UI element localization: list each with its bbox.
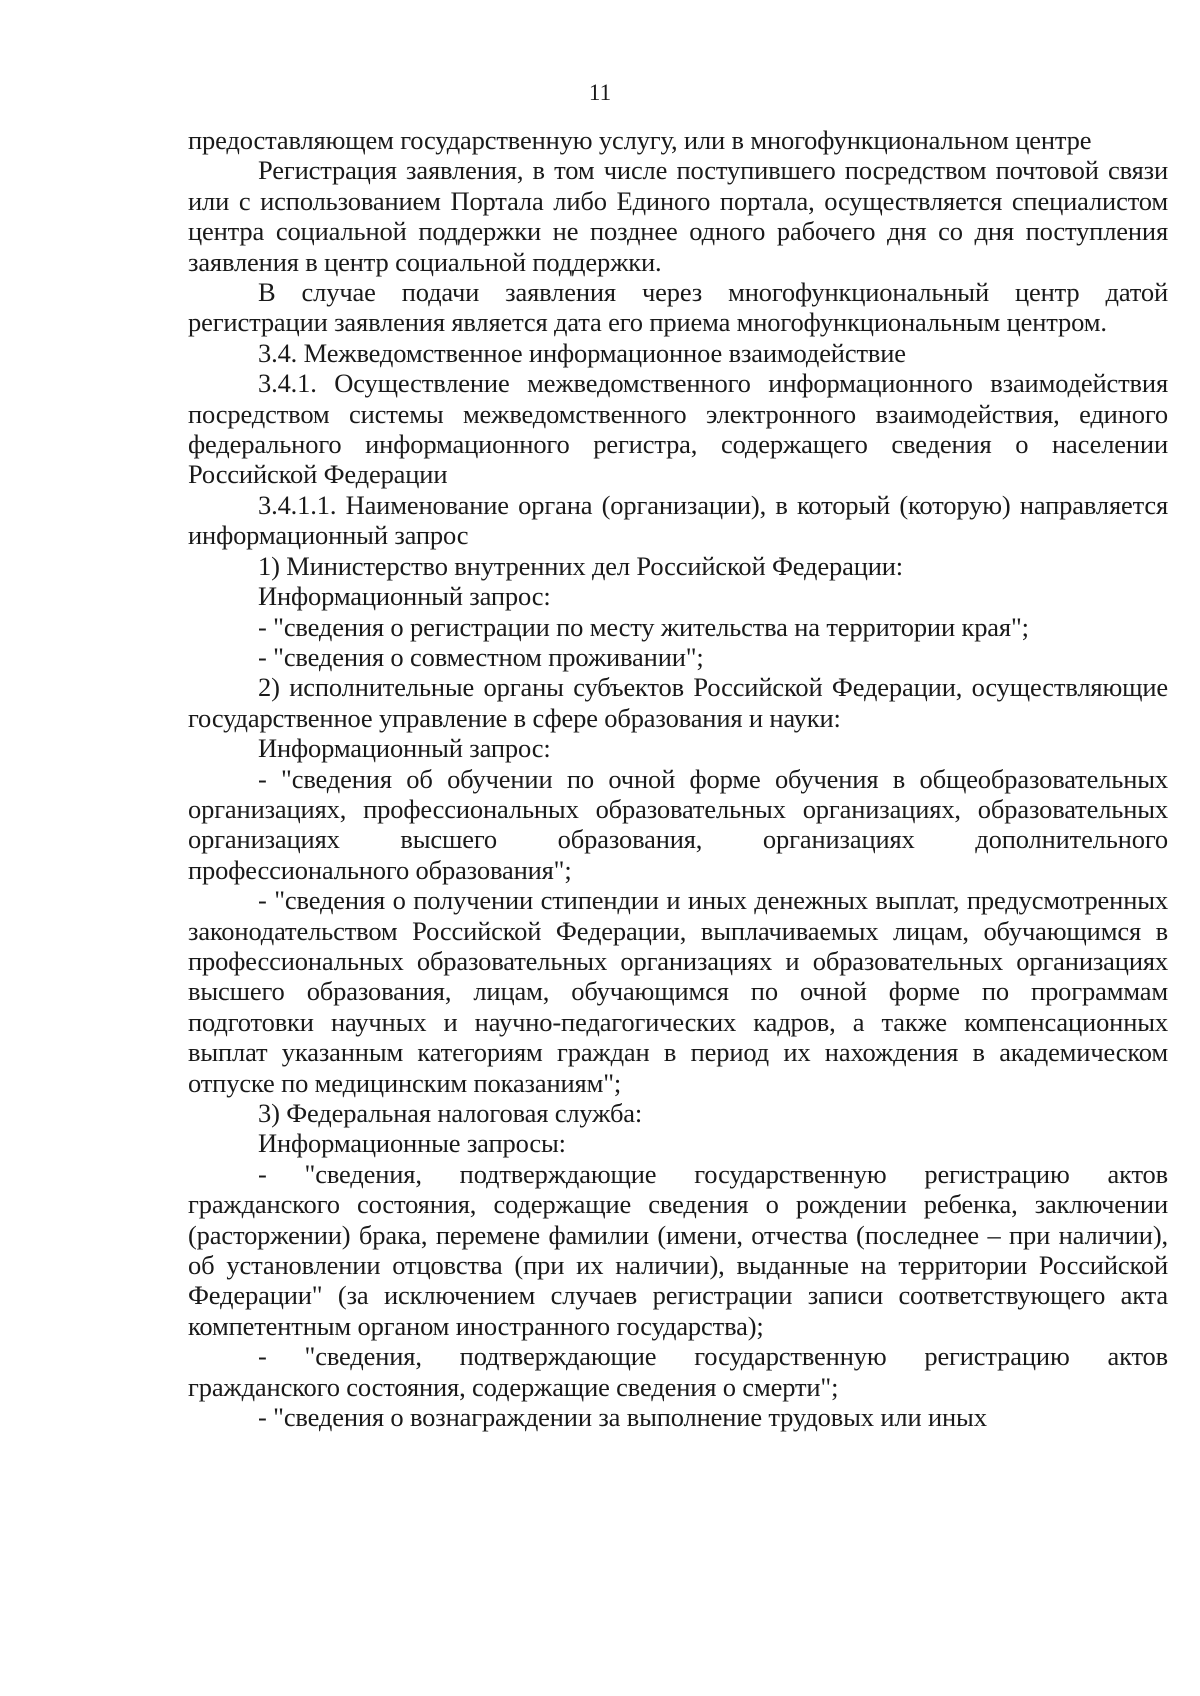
paragraph: 3.4. Межведомственное информационное взаимодействие — [258, 337, 906, 368]
document-body — [188, 125, 1168, 1432]
paragraph: Регистрация заявления, в том числе поступившего посредством почтовой связи или с использованием Портала либо Единого портала, осуществляется специалистом центра социальной поддержки не позднее одного рабочего дня со дня поступления заявления в центр социальной поддержки. — [188, 155, 1168, 277]
paragraph: - "сведения о получении стипендии и иных денежных выплат, предусмотренных законодательством Российской Федерации, выплачиваемых лицам, обучающимся в профессиональных образовательных организациях и образовательных организациях высшего образования, лицам, обучающимся по очной форме по программам подготовки научных и научно-педагогических кадров, а также компенсационных выплат указанным категориям граждан в период их нахождения в академическом отпуске по медицинским показаниям"; — [188, 885, 1168, 1098]
paragraph: Информационный запрос: — [258, 733, 551, 764]
paragraph: 2) исполнительные органы субъектов Российской Федерации, осуществляющие государственное управление в сфере образования и науки: — [188, 672, 1168, 733]
paragraph: предоставляющем государственную услугу, или в многофункциональном центре — [188, 125, 1092, 155]
paragraph: 3.4.1. Осуществление межведомственного информационного взаимодействия посредством системы межведомственного электронного взаимодействия, единого федерального информационного регистра, содержащего сведения о населении Российской Федерации — [188, 368, 1168, 490]
paragraph: - "сведения о вознаграждении за выполнение трудовых или иных — [258, 1402, 987, 1433]
paragraph: Информационный запрос: — [258, 581, 551, 612]
paragraph: - "сведения, подтверждающие государственную регистрацию актов гражданского состояния, содержащие сведения о смерти"; — [188, 1341, 1168, 1402]
paragraph: - "сведения о регистрации по месту жительства на территории края"; — [258, 611, 1029, 642]
paragraph: 1) Министерство внутренних дел Российской Федерации: — [258, 550, 904, 581]
paragraph: В случае подачи заявления через многофункциональный центр датой регистрации заявления является дата его приема многофункциональным центром. — [188, 277, 1168, 338]
paragraph: - "сведения о совместном проживании"; — [258, 641, 704, 672]
paragraph: - "сведения об обучении по очной форме обучения в общеобразовательных организациях, профессиональных образовательных организациях, образовательных организациях высшего образования, организациях дополнительного профессионального образования"; — [188, 763, 1168, 885]
paragraph: 3.4.1.1. Наименование органа (организации), в который (которую) направляется информационный запрос — [188, 489, 1168, 551]
paragraph: 3) Федеральная налоговая служба: — [258, 1098, 643, 1128]
page-number: 11 — [588, 80, 612, 105]
paragraph: Информационные запросы: — [258, 1128, 566, 1159]
paragraph: - "сведения, подтверждающие государственную регистрацию актов гражданского состояния, содержащие сведения о рождении ребенка, заключении (расторжении) брака, перемене фамилии (имени, отчества (последнее – при наличии), об установлении отцовства (при их наличии), выданные на территории Российской Федерации" (за исключением случаев регистрации записи соответствующего акта компетентным органом иностранного государства); — [188, 1158, 1168, 1341]
